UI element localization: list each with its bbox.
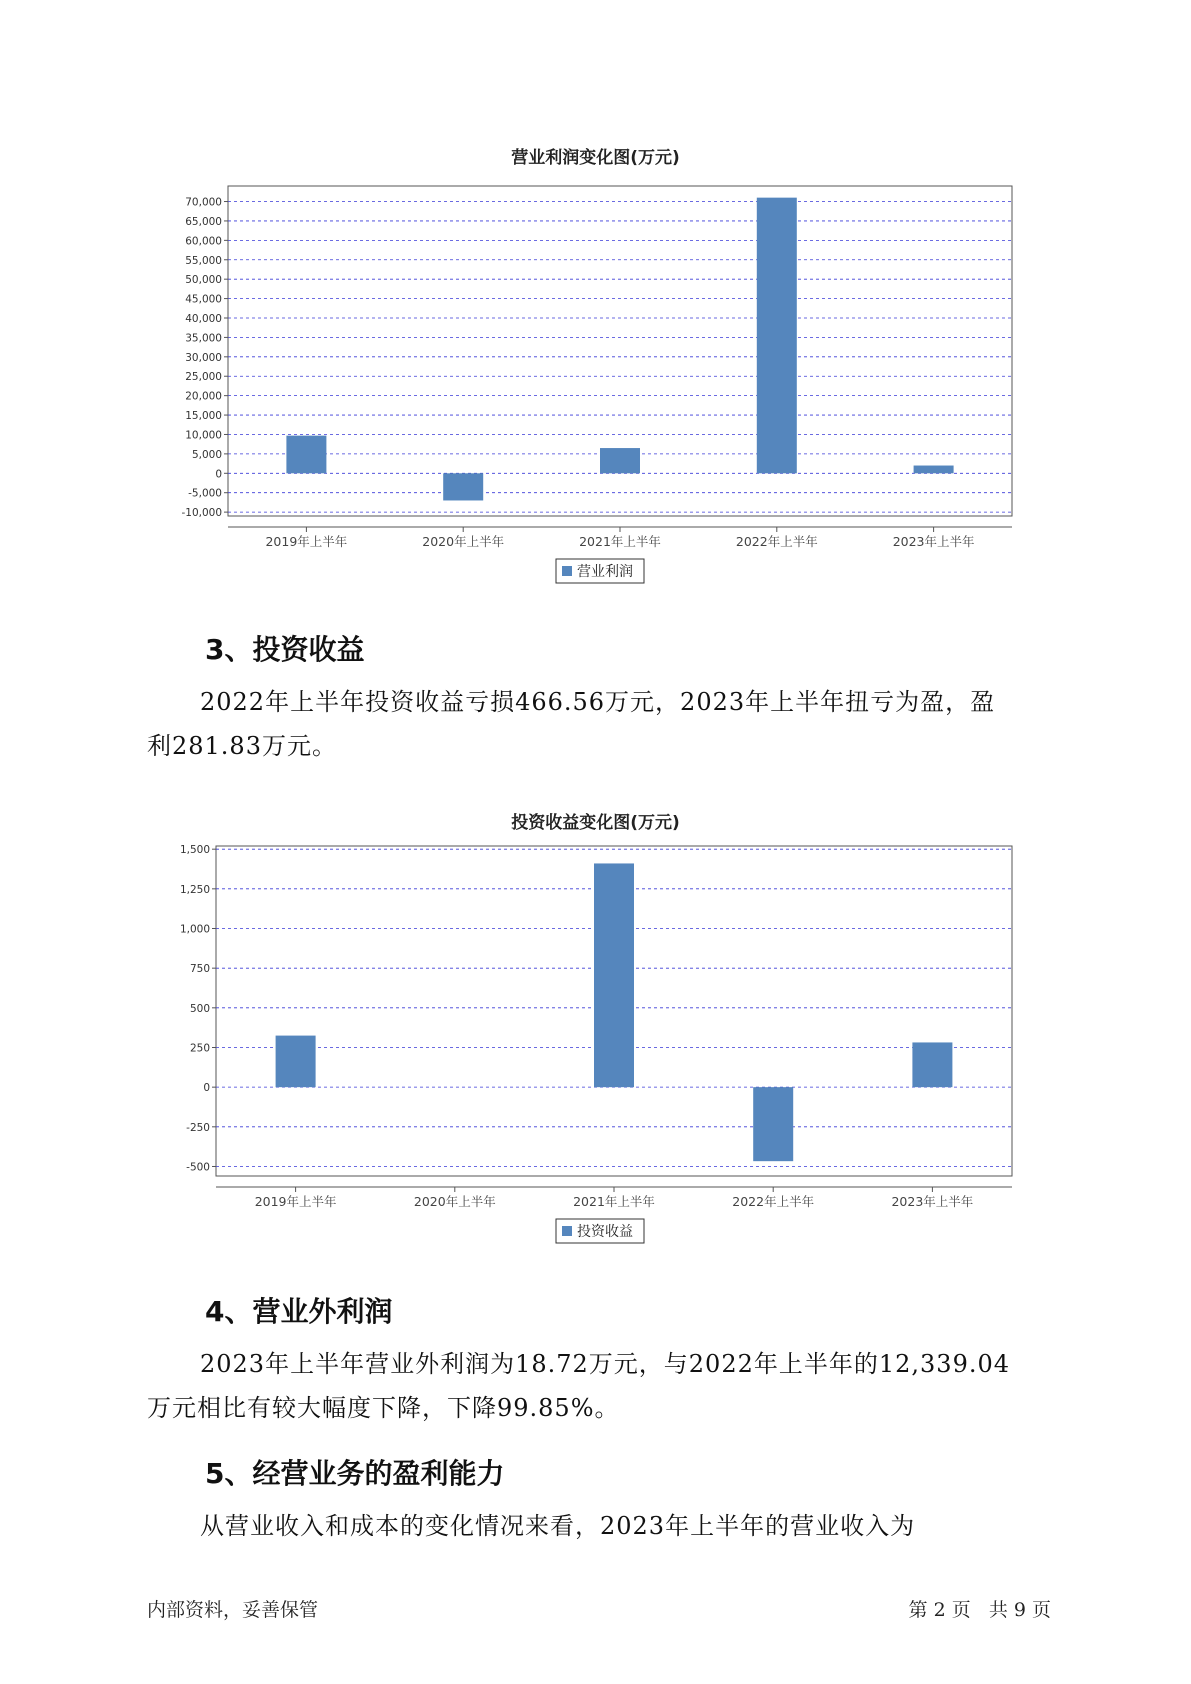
- y-tick-label: 45,000: [185, 293, 222, 306]
- y-tick-label: 65,000: [185, 215, 222, 228]
- section-5-heading: 5、经营业务的盈利能力: [205, 1457, 505, 1490]
- bar: [286, 436, 326, 474]
- y-tick-label: 35,000: [185, 332, 222, 345]
- y-tick-label: 1,000: [179, 923, 210, 936]
- y-tick-label: 15,000: [185, 410, 222, 423]
- legend-swatch: [562, 566, 572, 576]
- chart1-title: 营业利润变化图(万元): [511, 148, 680, 168]
- y-tick-label: 40,000: [185, 313, 222, 325]
- x-tick-label: 2021年上半年: [573, 1194, 655, 1209]
- y-tick-label: 30,000: [185, 351, 222, 364]
- y-tick-label: 0: [203, 1082, 210, 1095]
- y-tick-label: 25,000: [185, 371, 222, 384]
- s5-line-1: 从营业收入和成本的变化情况来看，2023年上半年的营业收入为: [200, 1512, 916, 1540]
- bar: [594, 863, 634, 1087]
- y-tick-label: 250: [189, 1042, 210, 1055]
- y-tick-label: -10,000: [181, 507, 222, 520]
- bar: [276, 1036, 316, 1088]
- y-tick-label: 10,000: [185, 429, 222, 442]
- y-tick-label: 750: [189, 963, 210, 976]
- y-tick-label: 0: [215, 468, 222, 481]
- investment-income-chart: [0, 830, 1191, 1250]
- footer-confidential-note: 内部资料，妥善保管: [147, 1599, 319, 1621]
- bar: [753, 1087, 793, 1161]
- y-tick-label: 60,000: [185, 235, 222, 248]
- bar: [912, 1042, 952, 1087]
- s3-line-2: 利281.83万元。: [147, 732, 337, 760]
- x-tick-label: 2020年上半年: [422, 534, 505, 549]
- s4-line-2: 万元相比有较大幅度下降，下降99.85%。: [147, 1394, 620, 1422]
- x-tick-label: 2022年上半年: [735, 534, 818, 549]
- y-tick-label: 5,000: [191, 448, 222, 461]
- x-tick-label: 2019年上半年: [265, 534, 348, 549]
- bar: [914, 466, 954, 474]
- x-tick-label: 2023年上半年: [892, 534, 975, 549]
- x-tick-label: 2023年上半年: [891, 1194, 974, 1209]
- bar: [600, 448, 640, 473]
- y-tick-label: -250: [186, 1121, 210, 1134]
- y-tick-label: 55,000: [185, 254, 222, 267]
- legend-label: 营业利润: [577, 564, 633, 580]
- s3-line-1: 2022年上半年投资收益亏损466.56万元，2023年上半年扭亏为盈，盈: [200, 688, 996, 716]
- y-tick-label: 50,000: [185, 274, 222, 287]
- bar: [757, 198, 797, 474]
- y-tick-label: 500: [189, 1002, 210, 1015]
- y-tick-label: 20,000: [185, 390, 222, 403]
- bar: [443, 473, 483, 500]
- x-tick-label: 2020年上半年: [413, 1194, 496, 1209]
- y-tick-label: 1,500: [179, 844, 210, 857]
- y-tick-label: -5,000: [188, 487, 222, 500]
- operating-profit-chart: [0, 170, 1191, 610]
- s4-line-1: 2023年上半年营业外利润为18.72万元，与2022年上半年的12,339.04: [200, 1350, 1011, 1378]
- x-tick-label: 2021年上半年: [579, 534, 661, 549]
- chart2-title: 投资收益变化图(万元): [511, 813, 680, 833]
- y-tick-label: -500: [186, 1161, 210, 1174]
- legend-label: 投资收益: [577, 1224, 633, 1240]
- section-3-heading: 3、投资收益: [205, 633, 365, 666]
- x-tick-label: 2019年上半年: [254, 1194, 337, 1209]
- x-tick-label: 2022年上半年: [732, 1194, 815, 1209]
- y-tick-label: 70,000: [185, 196, 222, 209]
- legend-swatch: [562, 1226, 572, 1236]
- footer-page-number: 第 2 页 共 9 页: [908, 1599, 1051, 1621]
- section-4-heading: 4、营业外利润: [205, 1295, 393, 1328]
- y-tick-label: 1,250: [179, 883, 210, 896]
